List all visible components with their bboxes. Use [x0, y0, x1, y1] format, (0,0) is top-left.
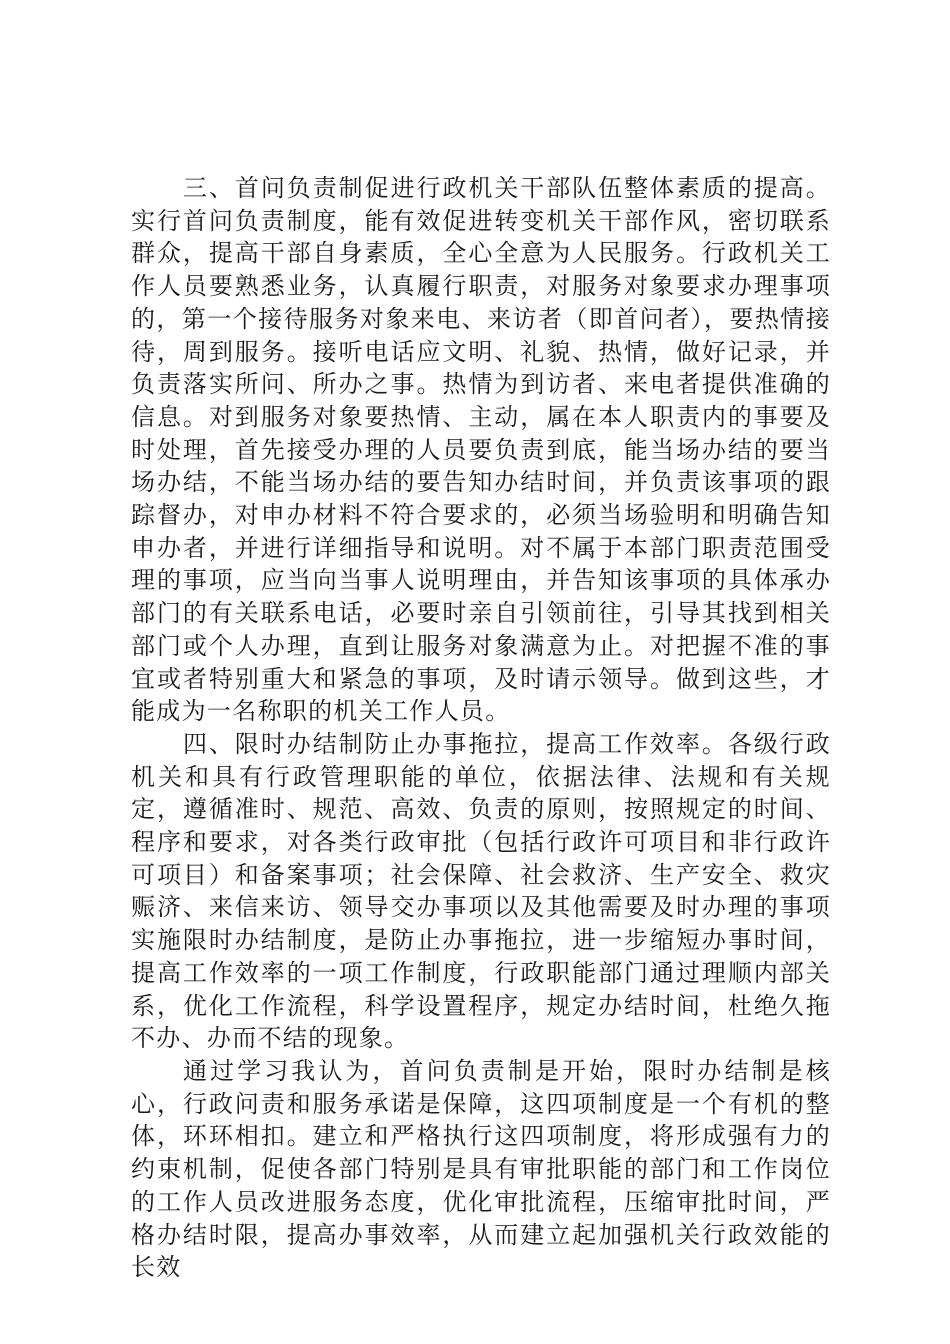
paragraph-first-inquiry-responsibility: 三、首问负责制促进行政机关干部队伍整体素质的提高。实行首问负责制度，能有效促进转变机关干部作风，密切联系群众，提高干部自身素质，全心全意为人民服务。行政机关工作人员要熟悉业务，认真履行职责，对服务对象要求办理事项的，第一个接待服务对象来电、来访者（即首问者），要热情接待，周到服务。接听电话应文明、礼貌、热情，做好记录，并负责落实所问、所办之事。热情为到访者、来电者提供准确的信息。对到服务对象要热情、主动，属在本人职责内的事要及时处理，首先接受办理的人员要负责到底，能当场办结的要当场办结，不能当场办结的要告知办结时间，并负责该事项的跟踪督办，对申办材料不符合要求的，必须当场验明和明确告知申办者，并进行详细指导和说明。对不属于本部门职责范围受理的事项，应当向当事人说明理由，并告知该事项的具体承办部门的有关联系电话，必要时亲自引领前往，引导其找到相关部门或个人办理，直到让服务对象满意为止。对把握不准的事宜或者特别重大和紧急的事项，及时请示领导。做到这些，才能成为一名称职的机关工作人员。 [131, 174, 831, 726]
paragraph-time-limit-completion: 四、限时办结制防止办事拖拉，提高工作效率。各级行政机关和具有行政管理职能的单位，依据法律、法规和有关规定，遵循准时、规范、高效、负责的原则，按照规定的时间、程序和要求，对各类行政审批（包括行政许可项目和非行政许可项目）和备案事项；社会保障、社会救济、生产安全、救灾赈济、来信来访、领导交办事项以及其他需要及时办理的事项实施限时办结制度，是防止办事拖拉，进一步缩短办事时间，提高工作效率的一项工作制度，行政职能部门通过理顺内部关系，优化工作流程，科学设置程序，规定办结时间，杜绝久拖不办、办而不结的现象。 [131, 729, 831, 1053]
document-body [131, 172, 831, 1284]
paragraph-study-conclusion: 通过学习我认为，首问负责制是开始，限时办结制是核心，行政问责和服务承诺是保障，这四项制度是一个有机的整体，环环相扣。建立和严格执行这四项制度，将形成强有力的约束机制，促使各部门特别是具有审批职能的部门和工作岗位的工作人员改进服务态度，优化审批流程，压缩审批时间，严格办结时限，提高办事效率，从而建立起加强机关行政效能的长效 [131, 1056, 831, 1282]
